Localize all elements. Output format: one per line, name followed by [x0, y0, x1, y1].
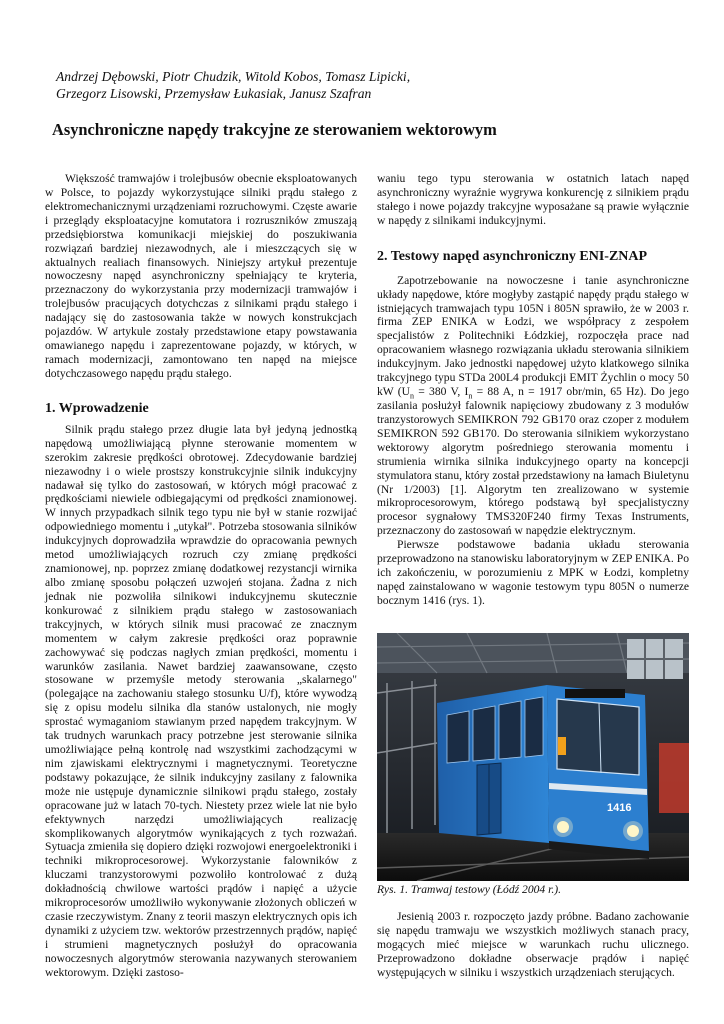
tram-photo-illustration [377, 633, 689, 881]
section-2-paragraph-3: Jesienią 2003 r. rozpoczęto jazdy próbne. Badano zachowanie się napędu tramwaju we wszystkich możliwych stanach pracy, mogących mieć miejsce w warunkach ruchu ulicznego. Przeprowadzono dokładne obserwacje prądów i napięć występujących w silniku i wszystkich urządzeniach sterujących. [377, 910, 689, 979]
authors-line-2: Grzegorz Lisowski, Przemysław Łukasiak, Janusz Szafran [56, 86, 372, 101]
section-2-text-a: Zapotrzebowanie na nowoczesne i tanie asynchroniczne układy napędowe, które mogłyby zastąpić napędy prądu stałego w istniejących tramwajach typu 105N i 805N sprawiło, że w 2003 r. firma ZEP ENIKA w Łodzi, we współpracy z zespołem specjalistów z Politechniki Łódzkiej, rozpoczęła prace nad opracowaniem własnego rozwiązania układu sterowania silnikiem indukcyjnym. Jako jednostki napędowej użyto klatkowego silnika trakcyjnego typu STDa 200L4 produkcji EMIT Żychlin o mocy 50 kW (U [377, 273, 689, 399]
authors [56, 68, 676, 102]
section-2-paragraph-2: Pierwsze podstawowe badania układu sterowania przeprowadzono na stanowisku laboratoryjnym w ZEP ENIKA. Po ich zakończeniu, w porozumieniu z MPK w Łodzi, kompletny napęd zainstalowano w wagonie testowym typu 805N o numerze bocznym 1416 (rys. 1). [377, 538, 689, 607]
abstract-paragraph: Większość tramwajów i trolejbusów obecnie eksploatowanych w Polsce, to pojazdy wykorzystujące silniki prądu stałego z elektromechanicznymi urządzeniami rozruchowymi. Częste awarie i przeglądy eksploatacyjne komutatora i rozruszników zmuszają przedsiębiorstwa komunikacji miejskiej do poszukiwania rozwiązań bardziej niezawodnych, ale i mieszczących się w aktualnych realiach finansowych. Niniejszy artykuł prezentuje nowoczesny napęd asynchroniczny spełniający te kryteria, przeznaczony do wykorzystania przy modernizacji tramwajów i trolejbusów pracujących dotychczas z silnikami prądu stałego i nadający się do zastosowania także w nowych konstrukcjach pojazdów. W artykule zostały przedstawione etapy powstawania omawianego napędu i zaprezentowane pojazdy, w których, w ramach modernizacji, zamontowano ten napęd na miejsce dotychczasowego napędu prądu stałego. [45, 172, 357, 380]
figure-caption: Rys. 1. Tramwaj testowy (Łódź 2004 r.). [377, 883, 562, 896]
right-column-bottom [377, 910, 689, 980]
paper-title: Asynchroniczne napędy trakcyjne ze sterowaniem wektorowym [52, 120, 497, 139]
section-2-paragraph-1 [377, 274, 689, 539]
continuation-paragraph: waniu tego typu sterowania w ostatnich latach napęd asynchroniczny wyraźnie wygrywa konkurencję z silnikiem prądu stałego i nowe pojazdy trakcyjne wyposażane są prawie wyłącznie w napędy z silnikami indukcyjnymi. [377, 172, 689, 227]
right-column [377, 172, 689, 608]
section-2-heading: 2. Testowy napęd asynchroniczny ENI-ZNAP [377, 248, 648, 264]
section-1-heading: 1. Wprowadzenie [45, 400, 149, 416]
subscript-n-1: n [410, 391, 415, 401]
authors-line-1: Andrzej Dębowski, Piotr Chudzik, Witold Kobos, Tomasz Lipicki, [56, 69, 411, 84]
tram-number: 1416 [607, 802, 632, 814]
subscript-n-2: n [468, 391, 473, 401]
section-2-text-c: = 88 A, n = 1917 obr/min, 65 Hz). Do jego zasilania posłużył falownik napięciowy zbudowany z 3 modułów tranzystorowych SEMIKRON 792 GB170 oraz czoper z modułem SEMIKRON 592 GB170. Do sterowania silnikiem wykorzystano wektorowy algorytm pośredniego sterowania momentu i strumienia wirnika silnika indukcyjnego oparty na koncepcji stymulatora stanu, który został przedstawiony na łamach Biuletynu (Nr 1/2003) [1]. Algorytm ten zrealizowano w systemie mikroprocesorowym, którego podstawą był specjalistyczny procesor sygnałowy TMS320F240 firmy Texas Instruments, przeznaczony do zastosowań w napędzie elektrycznym. [377, 385, 690, 538]
section-2-text-b: = 380 V, I [414, 385, 469, 399]
section-1-paragraph: Silnik prądu stałego przez długie lata był jedyną jednostką napędową umożliwiającą płynne sterowanie momentem w szerokim zakresie prędkości obrotowej. Zdecydowanie bardziej niezawodny i o wiele prostszy konstrukcyjnie silnik indukcyjny nadawał się tylko do zastosowań, w których mógł pracować z prędkościami niewiele odbiegającymi od prędkości znamionowej. W innych przypadkach silnik tego typu nie był w stanie rozwijać odpowiedniego momentu i „utykał". Potrzeba stosowania silników indukcyjnych doprowadziła wprawdzie do opracowania pewnych metod umożliwiających rozruch czy zmianę prędkości znamionowej, np. poprzez zmianę dodatkowej rezystancji wirnika albo zmianę sposobu połączeń uzwojeń stojana. Żadna z nich jednak nie pozwoliła silnikowi indukcyjnemu skutecznie konkurować z silnikiem prądu stałego w zastosowaniach trakcyjnych, w których silnik musi pracować ze znacznym momentem w całym zakresie prędkości oraz poprawnie zachowywać się podczas nagłych zmian prędkości, momentu i warunków zasilania. Nawet bardziej zaawansowane, często stosowane w przemyśle metody sterowania „skalarnego" (polegające na zachowaniu stałego stosunku U/f), które wywodzą się z opisu modelu silnika dla stanów ustalonych, nie mogły sprostać wymaganiom stawianym przed napędem trakcyjnym. W tak trudnych warunkach pracy potrzebne jest sterowanie silnika umożliwiające pełną kontrolę nad wszystkimi zachodzącymi w nim zjawiskami elektrycznymi i magnetycznymi. Teoretyczne podstawy pokazujące, że silnik indukcyjny zasilany z falownika może nie ustępuje dynamicznie silnikowi prądu stałego, zostały opracowane już w latach 70-tych. Niestety przez wiele lat nie było efektywnych narzędzi umożliwiających realizację skomplikowanych algorytmów wynikających z tych rozważań. Sytuacja zmieniła się dopiero dzięki rozwojowi energoelektroniki i techniki mikroprocesorowej. Wykorzystanie falowników z kluczami tranzystorowymi pozwoliło kontrolować z dużą dokładnością chwilowe wartości prądów i napięć a użycie mikroprocesorów umożliwiło wykonywanie złożonych obliczeń w czasie rzeczywistym. Znany z teorii maszyn elektrycznych opis ich dynamiki z użyciem tzw. wektorów przestrzennych prądów, napięć i strumieni magnetycznych posłużył do opracowania nowoczesnych algorytmów sterowania nazywanych sterowaniem wektorowym. Dzięki zastoso- [45, 422, 357, 979]
left-column [45, 172, 357, 980]
tram-photo [377, 633, 689, 881]
